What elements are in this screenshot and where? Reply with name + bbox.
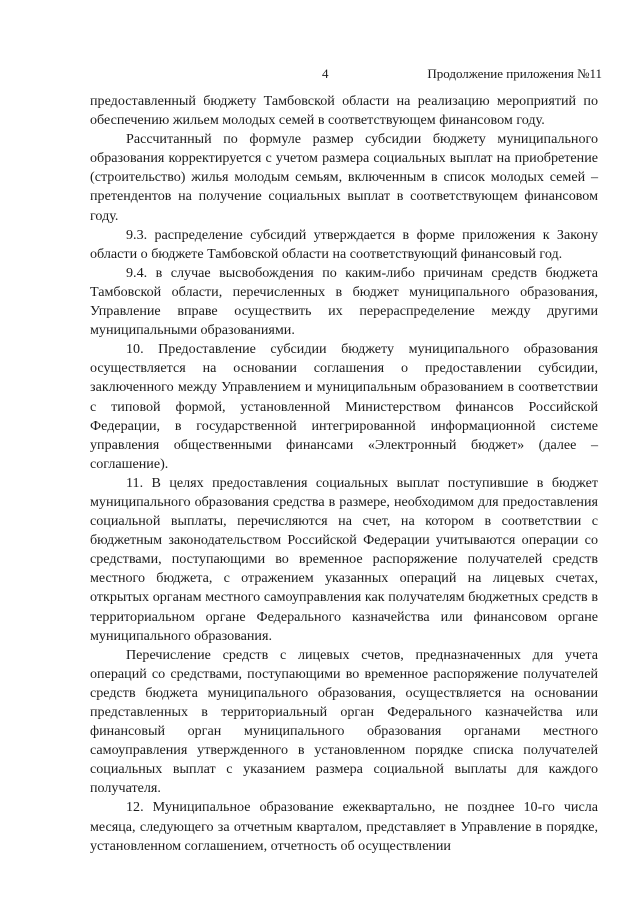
paragraph: 10. Предоставление субсидии бюджету муниципального образования осуществляется на основании соглашения о предоставлении субсидии, заключенного между Управлением и муниципальным образованием в соответствии с типовой формой, установленной Министерством финансов Российской Федерации, в государственной интегрированной информационной системе управления общественными финансами «Электронный бюджет» (далее – соглашение). [90,341,598,472]
paragraph: Перечисление средств с лицевых счетов, предназначенных для учета операций со средствами, поступающими во временное распоряжение получателей средств бюджета муниципального образования, осуществляется на основании представленных в территориальный орган Федерального казначейства или финансовый орган муниципального образования органами местного самоуправления утвержденного в установленном порядке списка получателей социальных выплат с указанием размера социальной выплаты для каждого получателя. [90,646,598,797]
paragraph: 12. Муниципальное образование ежеквартально, не позднее 10-го числа месяца, следующего за отчетным кварталом, представляет в Управление в порядке, установленном соглашением, отчетность об осуществлении [90,799,598,854]
paragraph: 9.3. распределение субсидий утверждается в форме приложения к Закону области о бюджете Тамбовской области на соответствующий финансовый год. [90,226,598,262]
paragraph: 9.4. в случае высвобождения по каким-либо причинам средств бюджета Тамбовской области, перечисленных в бюджет муниципального образования, Управление вправе осуществить их перераспределение между другими муниципальными образованиями. [90,264,598,339]
page-number: 4 [322,66,329,81]
paragraph: предоставленный бюджету Тамбовской области на реализацию мероприятий по обеспечению жильем молодых семей в соответствующем финансовом году. [90,93,598,129]
appendix-continuation-label: Продолжение приложения №11 [427,66,602,81]
paragraph: 11. В целях предоставления социальных выплат поступившие в бюджет муниципального образования средства в размере, необходимом для предоставления социальной выплаты, перечисляются на счет, на котором в соответствии с бюджетным законодательством Российской Федерации учитываются операции со средствами, поступающими во временное распоряжение получателей средств местного бюджета, с отражением указанных операций на лицевых счетах, открытых органам местного самоуправления как получателям бюджетных средств в территориальном органе Федерального казначейства или финансовом органе муниципального образования. [90,474,598,644]
document-body [90,92,598,856]
paragraph: Рассчитанный по формуле размер субсидии бюджету муниципального образования корректируется с учетом размера социальных выплат на приобретение (строительство) жилья молодым семьям, включенным в список молодых семей – претендентов на получение социальных выплат в соответствующем финансовом году. [90,131,598,224]
